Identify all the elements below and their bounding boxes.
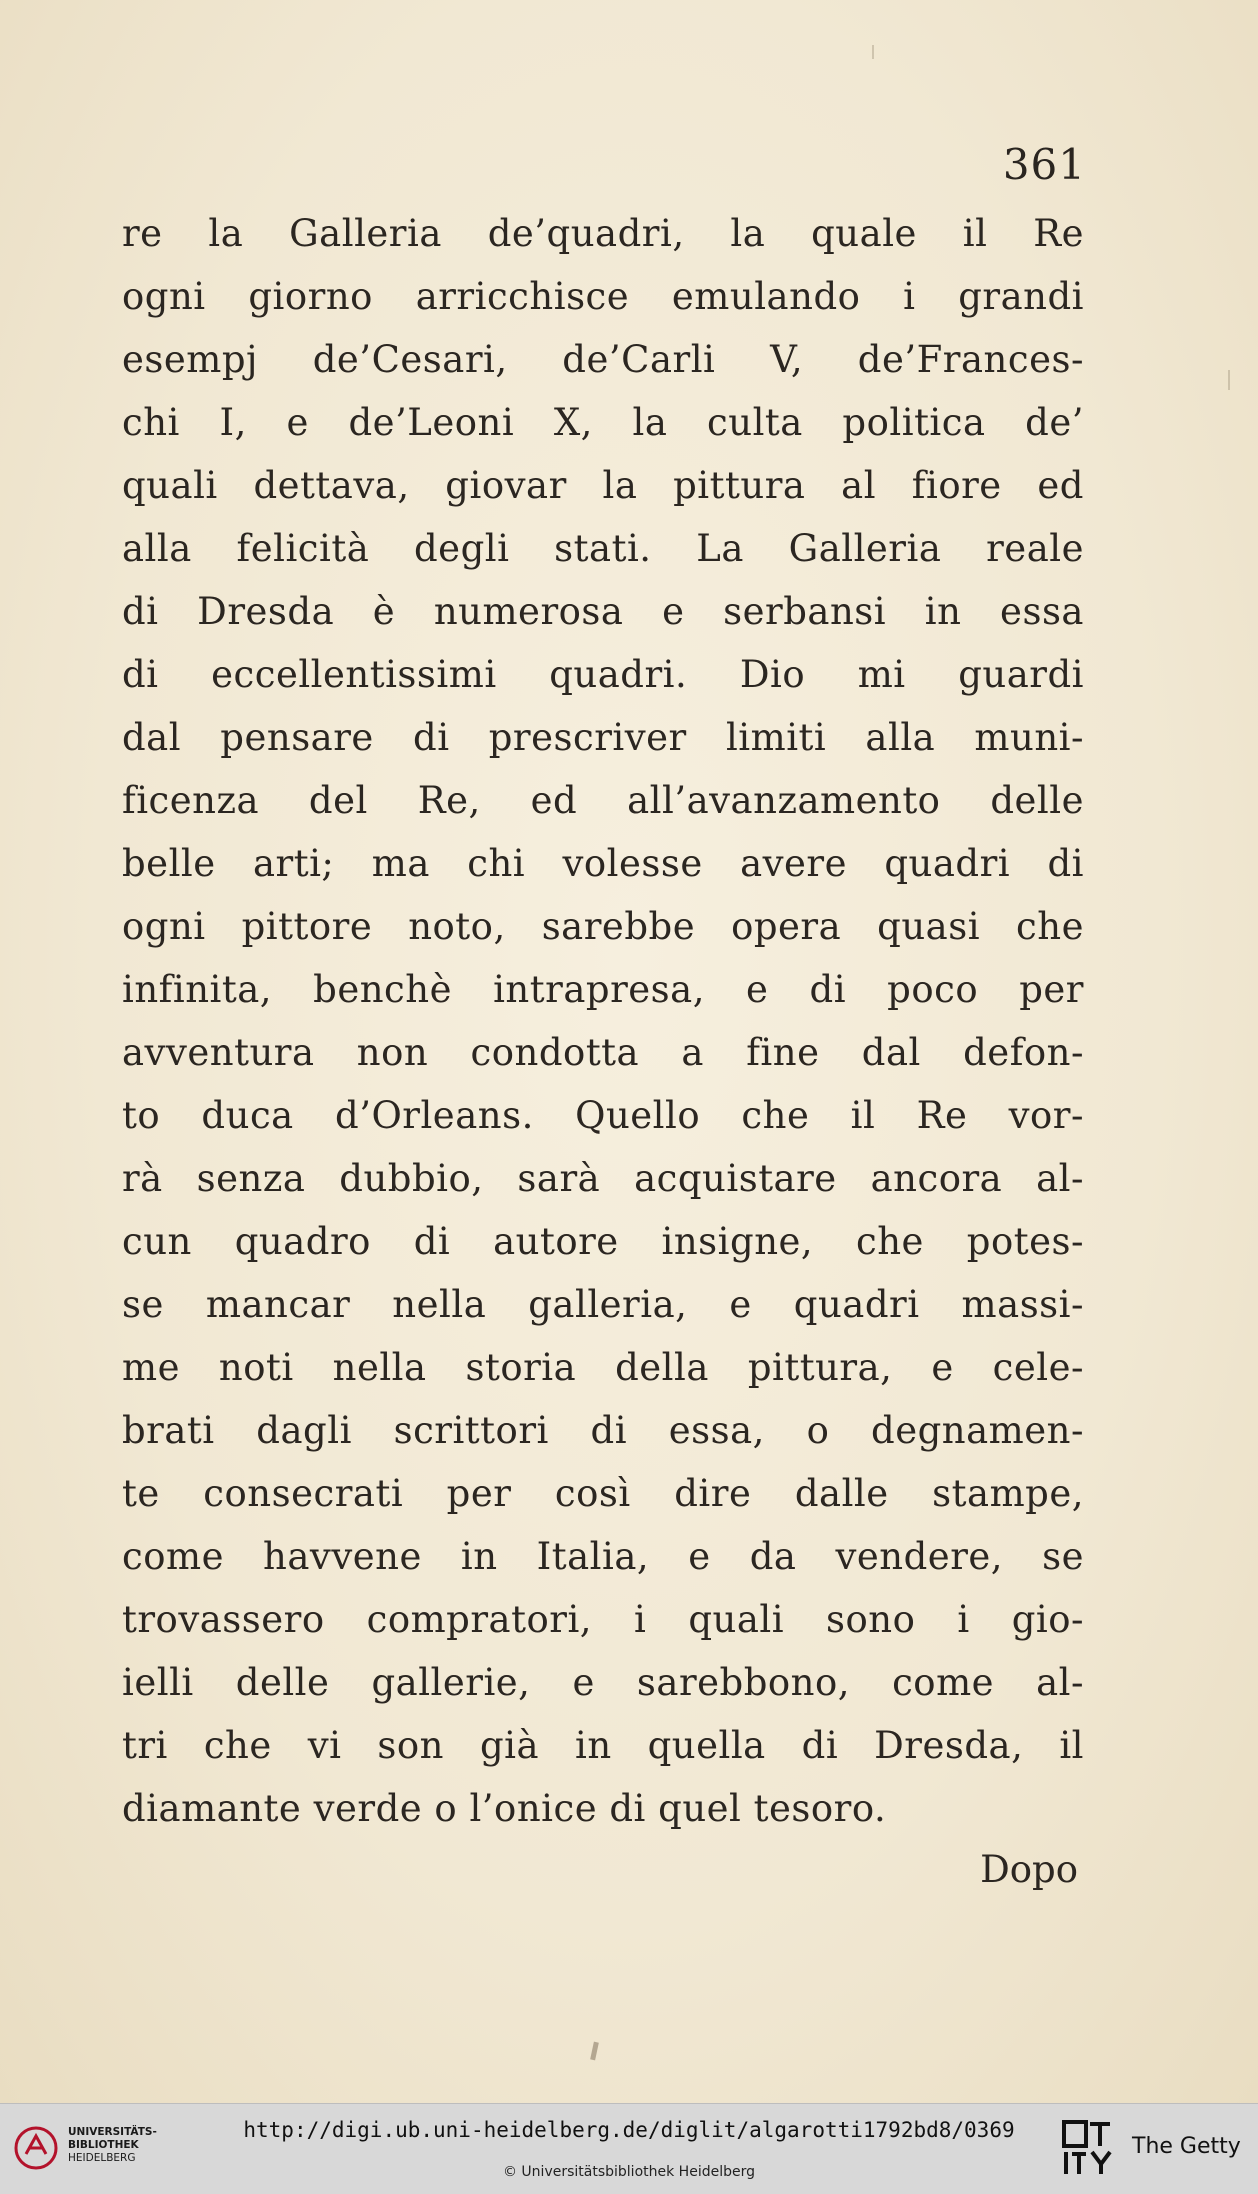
text-line: quali dettava, giovar la pittura al fiore ed: [122, 464, 1084, 507]
text-line: brati dagli scrittori di essa, o degnamen-: [122, 1409, 1084, 1452]
copyright-notice: © Universitätsbibliothek Heidelberg: [502, 2164, 755, 2180]
text-line: dal pensare di prescriver limiti alla muni-: [122, 716, 1084, 759]
text-line: di eccellentissimi quadri. Dio mi guardi: [122, 653, 1084, 696]
text-line: chi I, e de’Leoni X, la culta politica de’: [122, 401, 1084, 444]
text-line: infinita, benchè intrapresa, e di poco per: [122, 968, 1084, 1011]
text-body: [122, 202, 1084, 1840]
text-line: ficenza del Re, ed all’avanzamento delle: [122, 779, 1084, 822]
library-name-line: UNIVERSITÄTS-: [68, 2126, 157, 2138]
text-line: tri che vi son già in quella di Dresda, il: [122, 1724, 1084, 1767]
paper-mark: [872, 45, 874, 59]
text-line: come havvene in Italia, e da vendere, se: [122, 1535, 1084, 1578]
getty-logo-icon: [1060, 2118, 1114, 2178]
paper-mark: [590, 2042, 599, 2061]
text-line: se mancar nella galleria, e quadri massi-: [122, 1283, 1084, 1326]
text-line: to duca d’Orleans. Quello che il Re vor-: [122, 1094, 1084, 1137]
library-name-line: HEIDELBERG: [68, 2152, 136, 2164]
text-line: re la Galleria de’quadri, la quale il Re: [122, 212, 1084, 255]
text-line: diamante verde o l’onice di quel tesoro.: [122, 1787, 887, 1830]
text-line: di Dresda è numerosa e serbansi in essa: [122, 590, 1084, 633]
text-line: ogni pittore noto, sarebbe opera quasi che: [122, 905, 1084, 948]
text-line: ogni giorno arricchisce emulando i grandi: [122, 275, 1084, 318]
paper-mark: [1228, 370, 1230, 390]
text-line: avventura non condotta a fine dal defon-: [122, 1031, 1084, 1074]
text-line: trovassero compratori, i quali sono i gio-: [122, 1598, 1084, 1641]
library-name-line: BIBLIOTHEK: [68, 2139, 139, 2151]
text-line: te consecrati per così dire dalle stampe,: [122, 1472, 1084, 1515]
text-line: alla felicità degli stati. La Galleria reale: [122, 527, 1084, 570]
text-line: ielli delle gallerie, e sarebbono, come al-: [122, 1661, 1084, 1704]
text-line: esempj de’Cesari, de’Carli V, de’Frances-: [122, 338, 1084, 381]
footer-bar: [0, 2103, 1258, 2194]
permalink-url[interactable]: http://digi.ub.uni-heidelberg.de/diglit/algarotti1792bd8/0369: [243, 2118, 1015, 2142]
text-line: me noti nella storia della pittura, e cele-: [122, 1346, 1084, 1389]
text-line: belle arti; ma chi volesse avere quadri di: [122, 842, 1084, 885]
catchword: Dopo: [980, 1848, 1078, 1891]
page-number: 361: [1002, 140, 1086, 189]
text-line: rà senza dubbio, sarà acquistare ancora al-: [122, 1157, 1084, 1200]
partner-name: The Getty: [1132, 2134, 1241, 2159]
text-line: cun quadro di autore insigne, che potes-: [122, 1220, 1084, 1263]
